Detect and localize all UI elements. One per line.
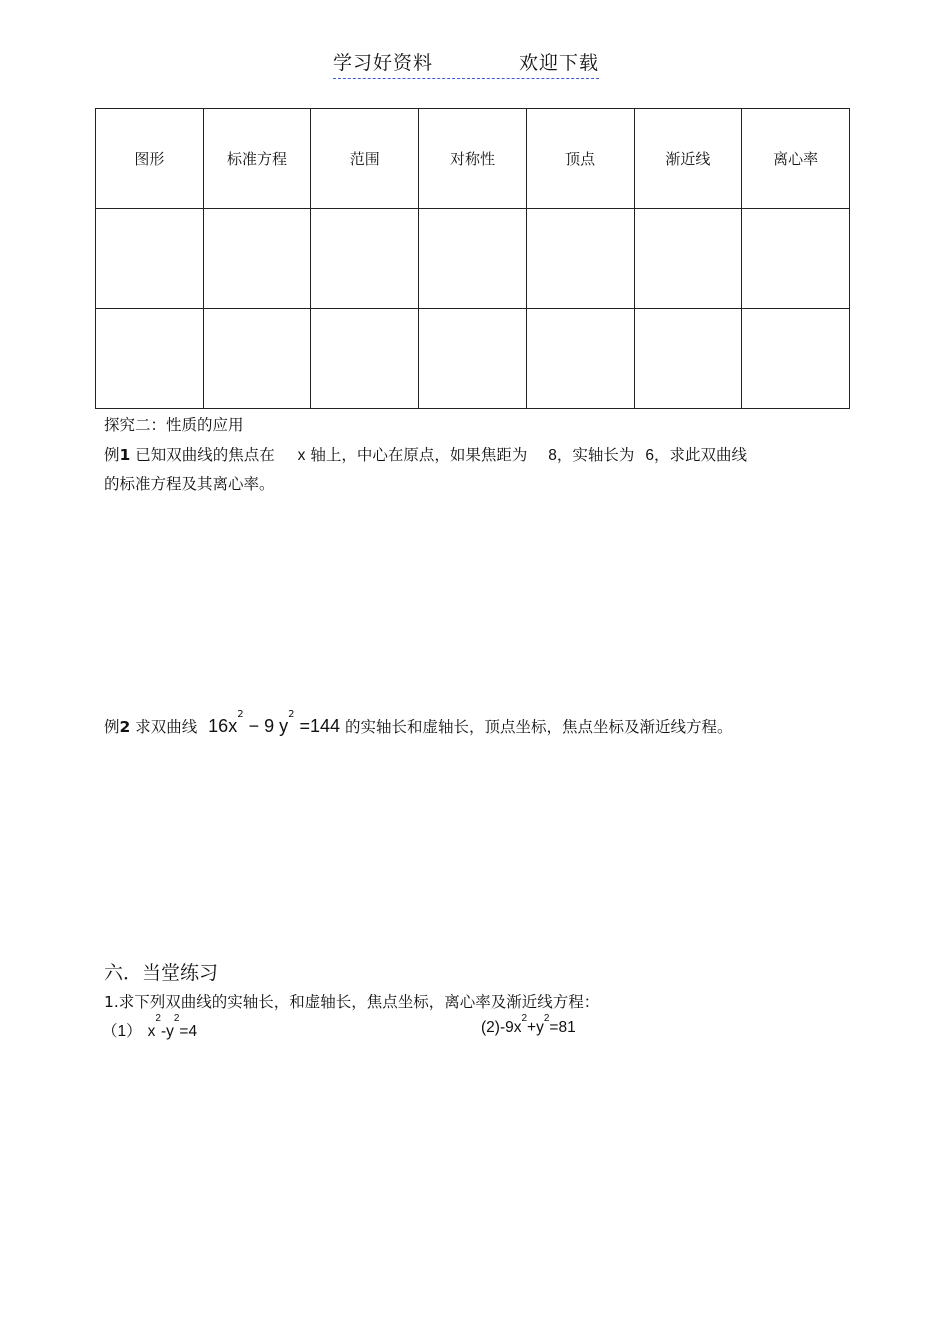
table-header-cell: 标准方程 bbox=[203, 109, 311, 209]
table-header-cell: 渐近线 bbox=[634, 109, 742, 209]
practice-item-1-label: （1） bbox=[102, 1023, 142, 1040]
example-1-text: ，实轴长为 bbox=[556, 446, 640, 464]
example-1-real: 6 bbox=[645, 447, 654, 464]
example-2-term-2: − 9 y bbox=[243, 716, 289, 736]
practice-item-2 bbox=[481, 1013, 576, 1037]
header-left: 学习好资料 bbox=[333, 52, 434, 74]
properties-table bbox=[95, 108, 850, 409]
table-cell bbox=[419, 309, 527, 409]
header-right: 欢迎下载 bbox=[519, 52, 600, 74]
example-1-line-1 bbox=[104, 443, 747, 465]
example-2-line bbox=[104, 709, 733, 737]
table-header-cell: 范围 bbox=[311, 109, 419, 209]
explore-title: 探究二：性质的应用 bbox=[104, 416, 244, 434]
practice-item-1-exp: 2 bbox=[155, 1013, 161, 1024]
example-2-exp-1: 2 bbox=[237, 709, 244, 720]
table-header-cell: 离心率 bbox=[742, 109, 850, 209]
practice-item-2-rhs: =81 bbox=[549, 1019, 576, 1036]
example-1-text: ，求此双曲线 bbox=[653, 446, 747, 464]
table-header-row bbox=[96, 109, 850, 209]
table-cell bbox=[96, 209, 204, 309]
example-2-text: 的实轴长和虚轴长，顶点坐标，焦点坐标及渐近线方程。 bbox=[340, 718, 733, 736]
table-cell bbox=[742, 209, 850, 309]
table-cell bbox=[526, 309, 634, 409]
table-cell bbox=[742, 309, 850, 409]
example-1-text: 已知双曲线的焦点在 bbox=[130, 446, 280, 464]
table-cell bbox=[96, 309, 204, 409]
table-cell bbox=[419, 209, 527, 309]
example-1-focal: 8 bbox=[548, 447, 557, 464]
practice-item-1-exp: 2 bbox=[173, 1013, 180, 1024]
practice-question-1: 1.求下列双曲线的实轴长，和虚轴长，焦点坐标，离心率及渐近线方程： bbox=[104, 993, 600, 1011]
example-2-term-1: 16x bbox=[208, 716, 238, 736]
practice-item-2-exp: 2 bbox=[521, 1013, 528, 1024]
example-2-label: 例 bbox=[104, 718, 120, 736]
example-1-axis: x bbox=[297, 447, 306, 464]
practice-item-1 bbox=[102, 1013, 198, 1041]
example-2-number: 2 bbox=[119, 718, 131, 736]
example-2-rhs: =144 bbox=[294, 716, 341, 736]
practice-item-2-term: +y bbox=[527, 1019, 544, 1036]
practice-item-1-rhs: =4 bbox=[179, 1023, 198, 1040]
table-cell bbox=[203, 309, 311, 409]
section-title: 六．当堂练习 bbox=[104, 962, 219, 984]
example-1-text: 轴上，中心在原点，如果焦距为 bbox=[305, 446, 533, 464]
table-cell bbox=[634, 209, 742, 309]
practice-item-2-exp: 2 bbox=[543, 1013, 550, 1024]
table-cell bbox=[311, 209, 419, 309]
practice-item-1-term: -y bbox=[160, 1023, 174, 1040]
table-cell bbox=[311, 309, 419, 409]
table-cell bbox=[203, 209, 311, 309]
table-cell bbox=[526, 209, 634, 309]
table-header-cell: 顶点 bbox=[526, 109, 634, 209]
example-1-number: 1 bbox=[119, 446, 131, 464]
example-1-line-2: 的标准方程及其离心率。 bbox=[104, 475, 275, 493]
table-row bbox=[96, 209, 850, 309]
practice-item-2-term: (2)-9x bbox=[481, 1019, 522, 1036]
example-2-text: 求双曲线 bbox=[130, 718, 203, 736]
table-header-cell: 对称性 bbox=[419, 109, 527, 209]
table-row bbox=[96, 309, 850, 409]
page-header bbox=[333, 48, 599, 79]
table-header-cell: 图形 bbox=[96, 109, 204, 209]
example-2-exp-2: 2 bbox=[288, 709, 295, 720]
example-1-label: 例 bbox=[104, 446, 120, 464]
table-cell bbox=[634, 309, 742, 409]
practice-item-1-term: x bbox=[147, 1023, 156, 1040]
